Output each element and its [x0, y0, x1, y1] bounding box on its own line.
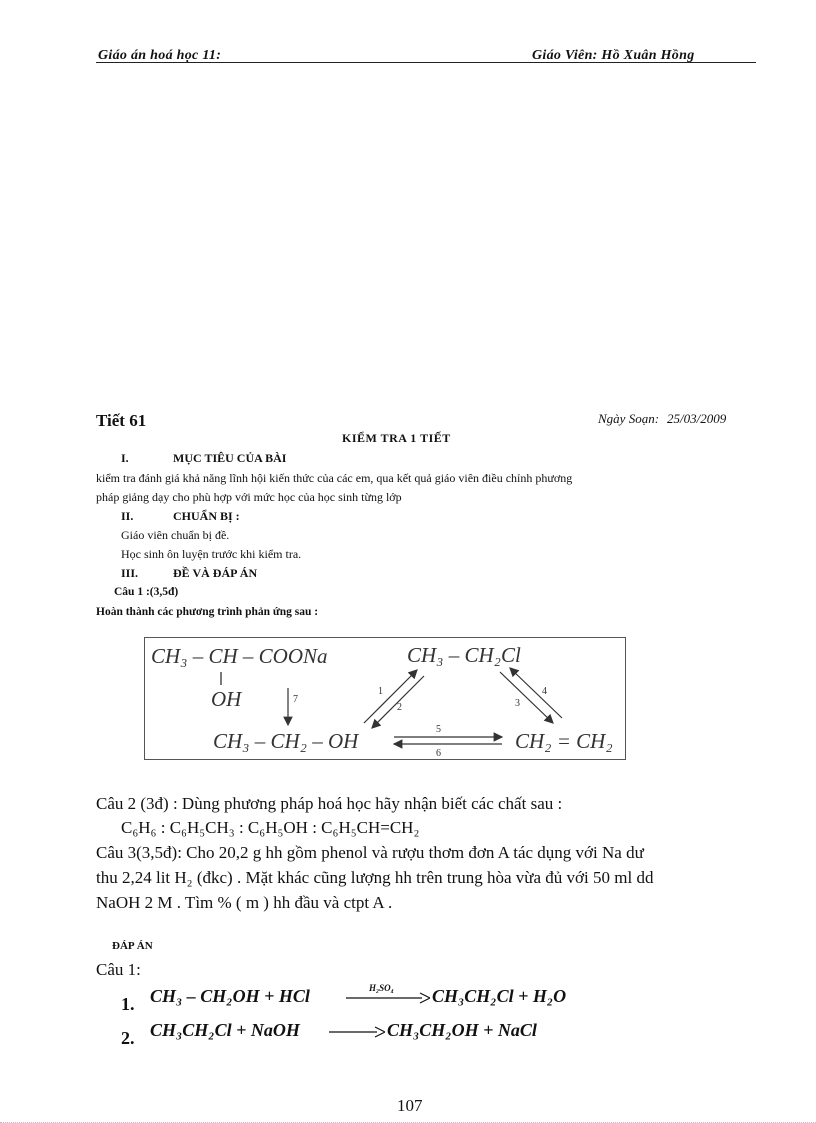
arrow-3-label: 3 [515, 698, 520, 709]
arrow-6-label: 6 [436, 748, 441, 759]
reaction-scheme-diagram [145, 638, 625, 759]
question-1-label: Câu 1 :(3,5đ) [114, 586, 179, 598]
arrow-1 [364, 670, 417, 723]
section-2-text-2: Học sinh ôn luyện trước khi kiểm tra. [121, 547, 302, 561]
date-label: Ngày Soạn: [598, 411, 660, 426]
question-1-prompt: Hoàn thành các phương trình phản ứng sau : [96, 606, 319, 618]
equation-2-number: 2. [121, 1028, 135, 1048]
page-title: KIỂM TRA 1 TIẾT [342, 431, 451, 445]
equation-1-left: CH₃ – CH₂OH + HCl [150, 986, 310, 1006]
date-line [598, 411, 726, 427]
arrow-2-label: 2 [397, 702, 402, 713]
arrow-3 [500, 672, 553, 723]
compound-hydroxyl: OH [211, 687, 242, 711]
equation-1-arrow [346, 992, 430, 1004]
date-value: 25/03/2009 [667, 411, 727, 426]
question-2-compounds: C₆H₆ : C₆H₅CH₃ : C₆H₅OH : C₆H₅CH=CH₂ [121, 818, 420, 837]
equation-2-left: CH₃CH₂Cl + NaOH [150, 1020, 300, 1040]
lesson-number: Tiết 61 [96, 411, 147, 430]
arrow-4-label: 4 [542, 686, 547, 697]
section-1-heading [121, 451, 286, 466]
header-left: Giáo án hoá học 11: [98, 48, 222, 63]
header-rule [96, 62, 756, 63]
section-2-text-1: Giáo viên chuẩn bị đề. [121, 528, 230, 542]
header-right: Giáo Viên: Hồ Xuân Hồng [532, 48, 695, 63]
arrow-7-label: 7 [293, 694, 298, 705]
section-3-heading [121, 566, 257, 581]
arrow-5-label: 5 [436, 724, 441, 735]
equation-1-right: CH₃CH₂Cl + H₂O [432, 986, 567, 1006]
arrow-4 [510, 668, 562, 718]
section-1-number: I. [121, 451, 129, 465]
equation-1-catalyst: H₂SO₄ [369, 983, 394, 993]
answer-heading: ĐÁP ÁN [112, 940, 153, 952]
compound-ethanol: CH₃ – CH₂ – OH [213, 729, 359, 753]
question-3-line-2: thu 2,24 lit H₂ (đkc) . Mặt khác cũng lượng hh trên trung hòa vừa đủ với 50 ml dd [96, 868, 654, 887]
question-3-line-1: Câu 3(3,5đ): Cho 20,2 g hh gồm phenol và rượu thơm đơn A tác dụng với Na dư [96, 843, 644, 862]
equation-1-number: 1. [121, 994, 135, 1014]
section-3-number: III. [121, 566, 139, 580]
section-2-heading [121, 509, 240, 524]
question-3-line-3: NaOH 2 M . Tìm % ( m ) hh đầu và ctpt A . [96, 893, 393, 912]
equation-2-right: CH₃CH₂OH + NaCl [387, 1020, 537, 1040]
section-2-number: II. [121, 509, 134, 523]
section-3-title: ĐỀ VÀ ĐÁP ÁN [173, 566, 258, 580]
question-2-text: Câu 2 (3đ) : Dùng phương pháp hoá học hãy nhận biết các chất sau : [96, 794, 563, 813]
section-1-text-1: kiểm tra đánh giá khả năng lĩnh hội kiến thức của các em, qua kết quả giáo viên điều chỉnh phương [96, 471, 573, 485]
arrow-1-label: 1 [378, 686, 383, 697]
compound-ethyl-chloride: CH₃ – CH₂Cl [407, 643, 521, 667]
compound-sodium-lactate: CH₃ – CH – COONa [151, 644, 328, 668]
page-number: 107 [397, 1096, 423, 1115]
section-2-title: CHUẨN BỊ : [173, 509, 240, 523]
answer-question-1-label: Câu 1: [96, 960, 141, 979]
section-1-title: MỤC TIÊU CỦA BÀI [173, 451, 287, 465]
compound-ethylene: CH₂ = CH₂ [515, 729, 613, 753]
section-1-text-2: pháp giảng dạy cho phù hợp với mức học của học sinh từng lớp [96, 490, 402, 504]
equation-2-arrow [329, 1026, 385, 1038]
reaction-scheme [144, 637, 626, 760]
